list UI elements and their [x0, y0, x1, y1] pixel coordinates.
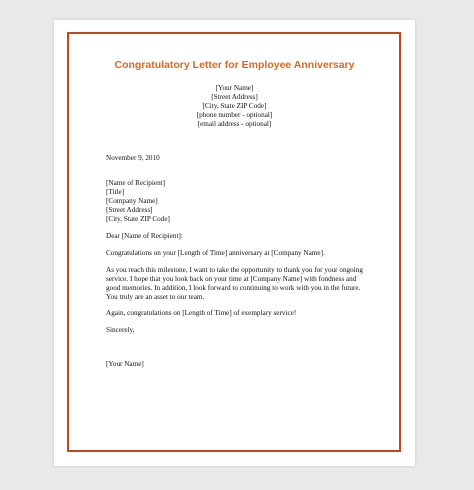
- paragraph-milestone: As you reach this milestone, I want to take the opportunity to thank you for your ongoing service. I hope that you look back on your time at [Company Name] with fondness and good memories. In addition, I look forward to continuing to work with you in the future. You truly are an asset to our team.: [106, 266, 363, 301]
- sender-city-state-zip: [City, State ZIP Code]: [202, 102, 267, 110]
- sender-address-block: [54, 84, 415, 129]
- recipient-address-block: [106, 179, 366, 224]
- paragraph-closing-remark: Again, congratulations on [Length of Time] of exemplary service!: [106, 309, 297, 317]
- sender-street: [Street Address]: [211, 93, 258, 101]
- salutation: Dear [Name of Recipient]:: [106, 232, 183, 240]
- closing: Sincerely,: [106, 326, 135, 334]
- recipient-street: [Street Address]: [106, 206, 153, 214]
- recipient-company: [Company Name]: [106, 197, 158, 205]
- recipient-name: [Name of Recipient]: [106, 179, 166, 187]
- letter-title: Congratulatory Letter for Employee Anniversary: [114, 59, 355, 71]
- sender-phone: [phone number - optional]: [196, 111, 273, 119]
- sender-email: [email address - optional]: [197, 120, 272, 128]
- letter-page: [54, 20, 415, 466]
- sender-name: [Your Name]: [215, 84, 254, 92]
- signature-name: [Your Name]: [106, 360, 144, 368]
- letter-date: November 9, 2010: [106, 154, 160, 162]
- paragraph-congratulations: Congratulations on your [Length of Time] anniversary at [Company Name].: [106, 249, 325, 257]
- recipient-city-state-zip: [City, State ZIP Code]: [106, 215, 170, 223]
- recipient-title: [Title]: [106, 188, 125, 196]
